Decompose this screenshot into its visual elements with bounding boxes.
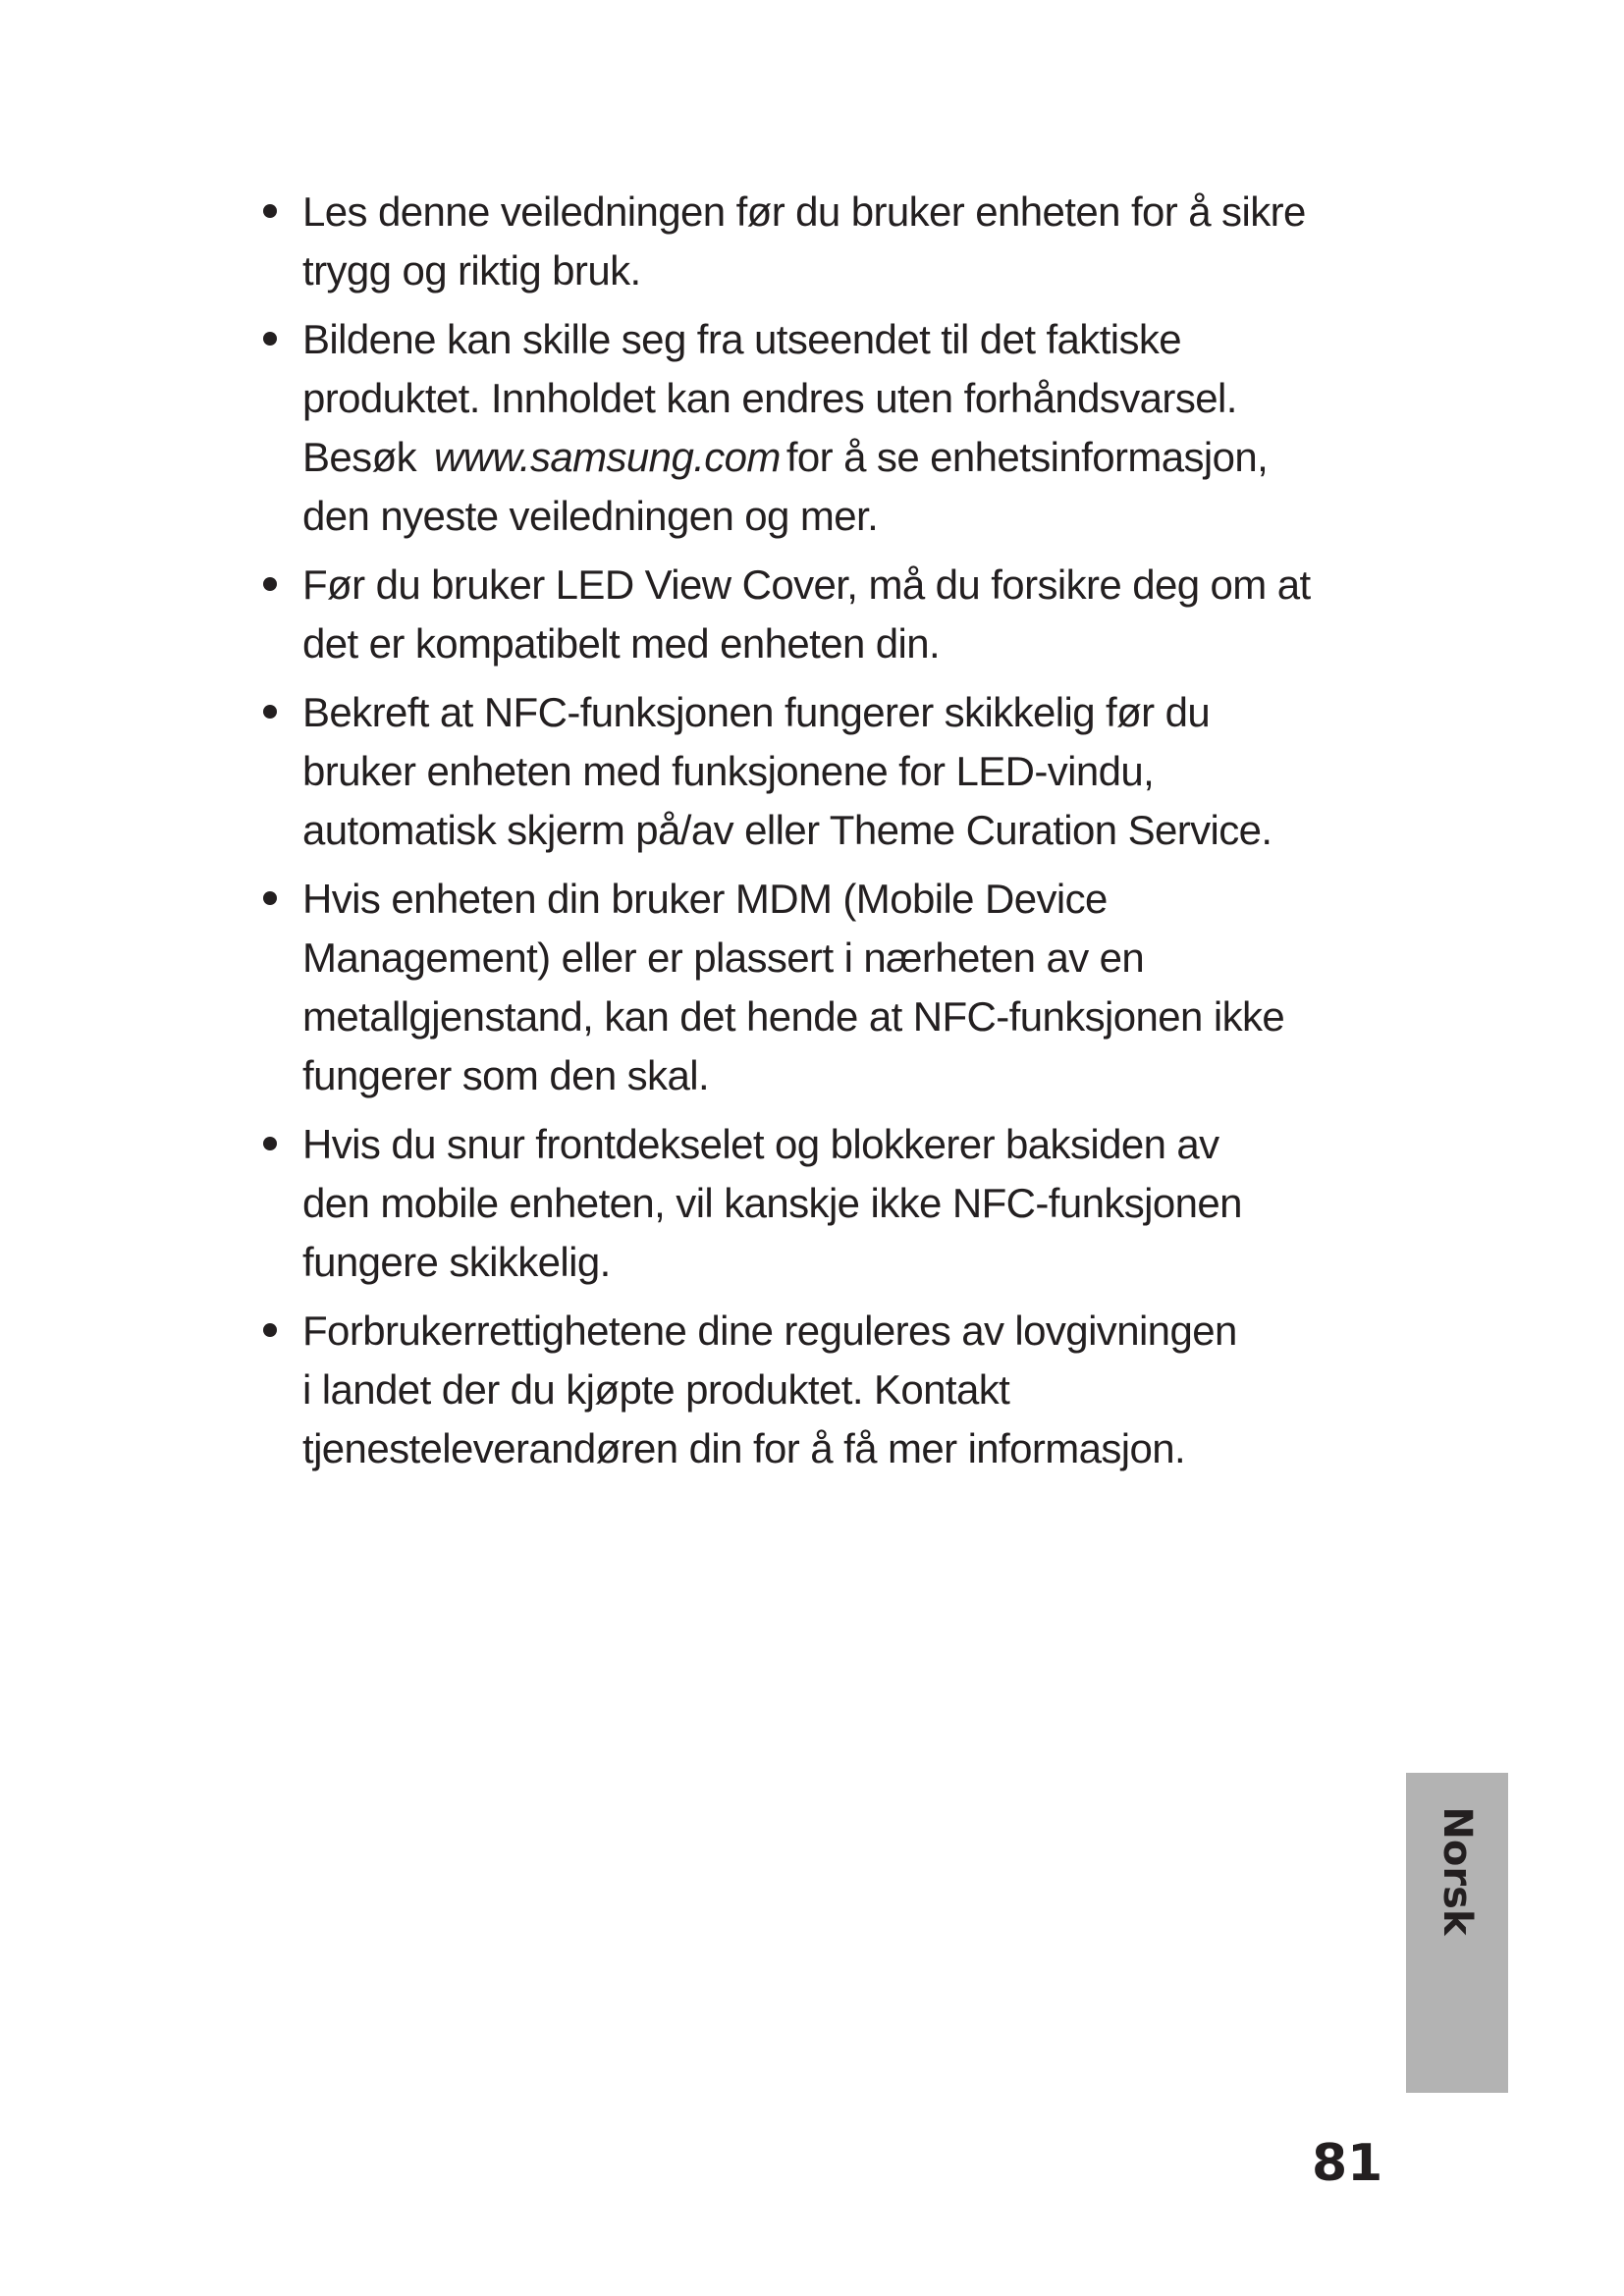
text-line-with-link <box>302 428 1386 487</box>
bullet-icon <box>263 577 277 591</box>
text-line: Bekreft at NFC-funksjonen fungerer skikkelig før du <box>302 689 1211 735</box>
bullet-icon <box>263 204 277 218</box>
text-line: Forbrukerrettighetene dine reguleres av lovgivningen <box>302 1308 1237 1354</box>
text-line: fungerer som den skal. <box>302 1052 710 1098</box>
text-line: metallgjenstand, kan det hende at NFC-funksjonen ikke <box>302 993 1285 1040</box>
text-line: tjenesteleverandøren din for å få mer informasjon. <box>302 1425 1186 1471</box>
bullet-item-2 <box>257 310 1386 546</box>
link-suffix: for å se enhetsinformasjon, <box>785 434 1269 480</box>
text-line: Les denne veiledningen før du bruker enheten for å sikre <box>302 188 1306 235</box>
text-line: Management) eller er plassert i nærheten av en <box>302 934 1145 981</box>
text-line: den nyeste veiledningen og mer. <box>302 493 879 539</box>
bullet-icon <box>263 1323 277 1337</box>
link-prefix: Besøk <box>302 434 417 480</box>
text-line: Bildene kan skille seg fra utseendet til det faktiske <box>302 316 1182 362</box>
bullet-item-1 <box>257 183 1386 300</box>
text-line: Hvis du snur frontdekselet og blokkerer baksiden av <box>302 1121 1219 1167</box>
text-line: i landet der du kjøpte produktet. Kontakt <box>302 1366 1010 1413</box>
bullet-icon <box>263 332 277 346</box>
bullet-item-3 <box>257 556 1386 673</box>
text-line: automatisk skjerm på/av eller Theme Curation Service. <box>302 807 1272 853</box>
text-line: trygg og riktig bruk. <box>302 247 641 294</box>
text-line: fungere skikkelig. <box>302 1239 611 1285</box>
text-line: bruker enheten med funksjonene for LED-vindu, <box>302 748 1155 794</box>
samsung-website-link[interactable]: www.samsung.com <box>434 434 781 480</box>
text-line: produktet. Innholdet kan endres uten forhåndsvarsel. <box>302 375 1237 421</box>
language-tab-label: Norsk <box>1435 1806 1480 1936</box>
text-line: det er kompatibelt med enheten din. <box>302 620 941 667</box>
bullet-item-6 <box>257 1115 1386 1292</box>
bullet-item-7 <box>257 1302 1386 1478</box>
text-line: den mobile enheten, vil kanskje ikke NFC-funksjonen <box>302 1180 1242 1226</box>
bullet-icon <box>263 1137 277 1150</box>
text-line: Hvis enheten din bruker MDM (Mobile Device <box>302 876 1108 922</box>
bullet-icon <box>263 891 277 905</box>
bullet-icon <box>263 705 277 719</box>
text-line: Før du bruker LED View Cover, må du forsikre deg om at <box>302 561 1311 608</box>
language-side-tab <box>1406 1773 1508 2093</box>
page-number: 81 <box>1312 2134 1383 2193</box>
bullet-list <box>257 183 1386 1488</box>
bullet-item-4 <box>257 683 1386 860</box>
bullet-item-5 <box>257 870 1386 1105</box>
